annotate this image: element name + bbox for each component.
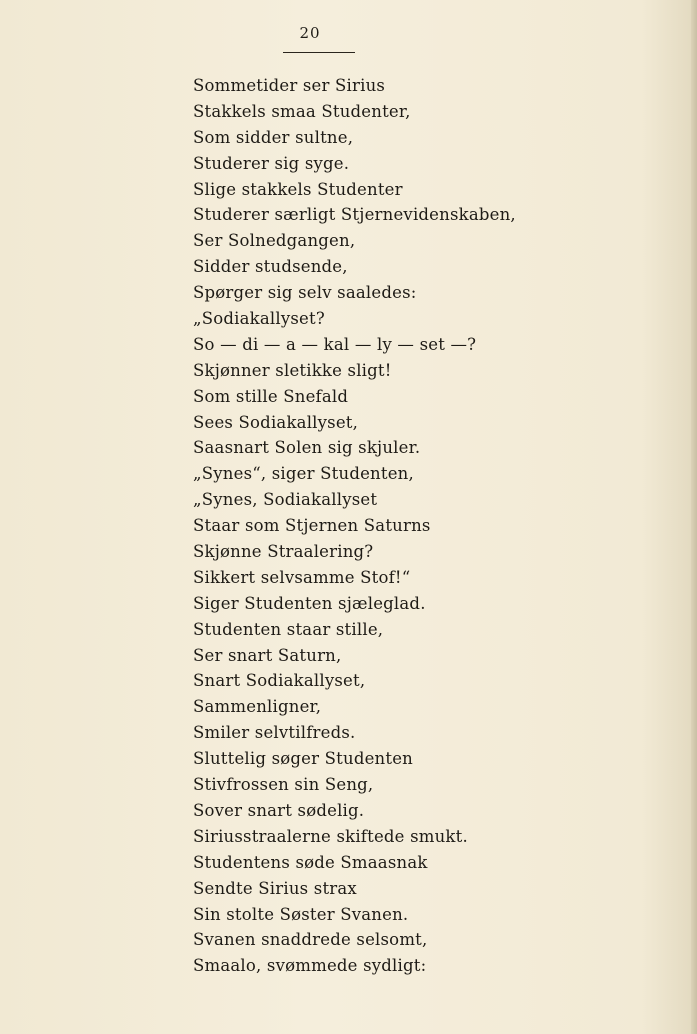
poem-line: Sikkert selvsamme Stof!“ (193, 567, 411, 587)
poem-line: Staar som Stjernen Saturns (193, 516, 431, 536)
poem-line: Svanen snaddrede selsomt, (193, 930, 428, 950)
poem-line: Studentens søde Smaasnak (193, 852, 428, 872)
poem-line: Smaalo, svømmede sydligt: (193, 956, 427, 976)
poem-line: Siger Studenten sjæleglad. (193, 593, 426, 613)
poem-line: Sin stolte Søster Svanen. (193, 904, 409, 924)
poem-line: Sendte Sirius strax (193, 878, 357, 898)
poem-line: Sees Sodiakallyset, (193, 412, 359, 432)
poem-line: Saasnart Solen sig skjuler. (193, 438, 421, 458)
poem-line: „Sodiakallyset? (193, 309, 325, 329)
poem-line: Smiler selvtilfreds. (193, 723, 356, 743)
poem-line: Sluttelig søger Studenten (193, 749, 413, 769)
poem-line: Stakkels smaa Studenter, (193, 101, 411, 121)
poem-line: Sammenligner, (193, 697, 322, 717)
poem-line: Studenten staar stille, (193, 619, 384, 639)
poem-line: Som sidder sultne, (193, 127, 354, 147)
poem-text (193, 73, 516, 979)
poem-line: Slige stakkels Studenter (193, 179, 403, 199)
header-rule (283, 52, 355, 53)
poem-line: Siriusstraalerne skiftede smukt. (193, 826, 468, 846)
poem-line: Ser Solnedgangen, (193, 231, 356, 251)
poem-line: Skjønner sletikke sligt! (193, 360, 392, 380)
poem-line: Ser snart Saturn, (193, 645, 342, 665)
poem-line: Sidder studsende, (193, 257, 348, 277)
poem-line: Studerer sig syge. (193, 153, 350, 173)
poem-line: Skjønne Straalering? (193, 542, 374, 562)
poem-line: Sover snart sødelig. (193, 800, 365, 820)
poem-line: Spørger sig selv saaledes: (193, 283, 417, 303)
page-number: 20 (299, 24, 321, 42)
poem-line: So — di — a — kal — ly — set —? (193, 334, 477, 354)
poem-line: „Synes, Sodiakallyset (193, 490, 378, 510)
poem-line: „Synes“, siger Studenten, (193, 464, 414, 484)
poem-line: Stivfrossen sin Seng, (193, 775, 374, 795)
poem-line: Snart Sodiakallyset, (193, 671, 366, 691)
poem-line: Studerer særligt Stjernevidenskaben, (193, 205, 516, 225)
poem-line: Som stille Snefald (193, 386, 349, 406)
page-edge (691, 0, 697, 1034)
poem-line: Sommetider ser Sirius (193, 76, 386, 95)
